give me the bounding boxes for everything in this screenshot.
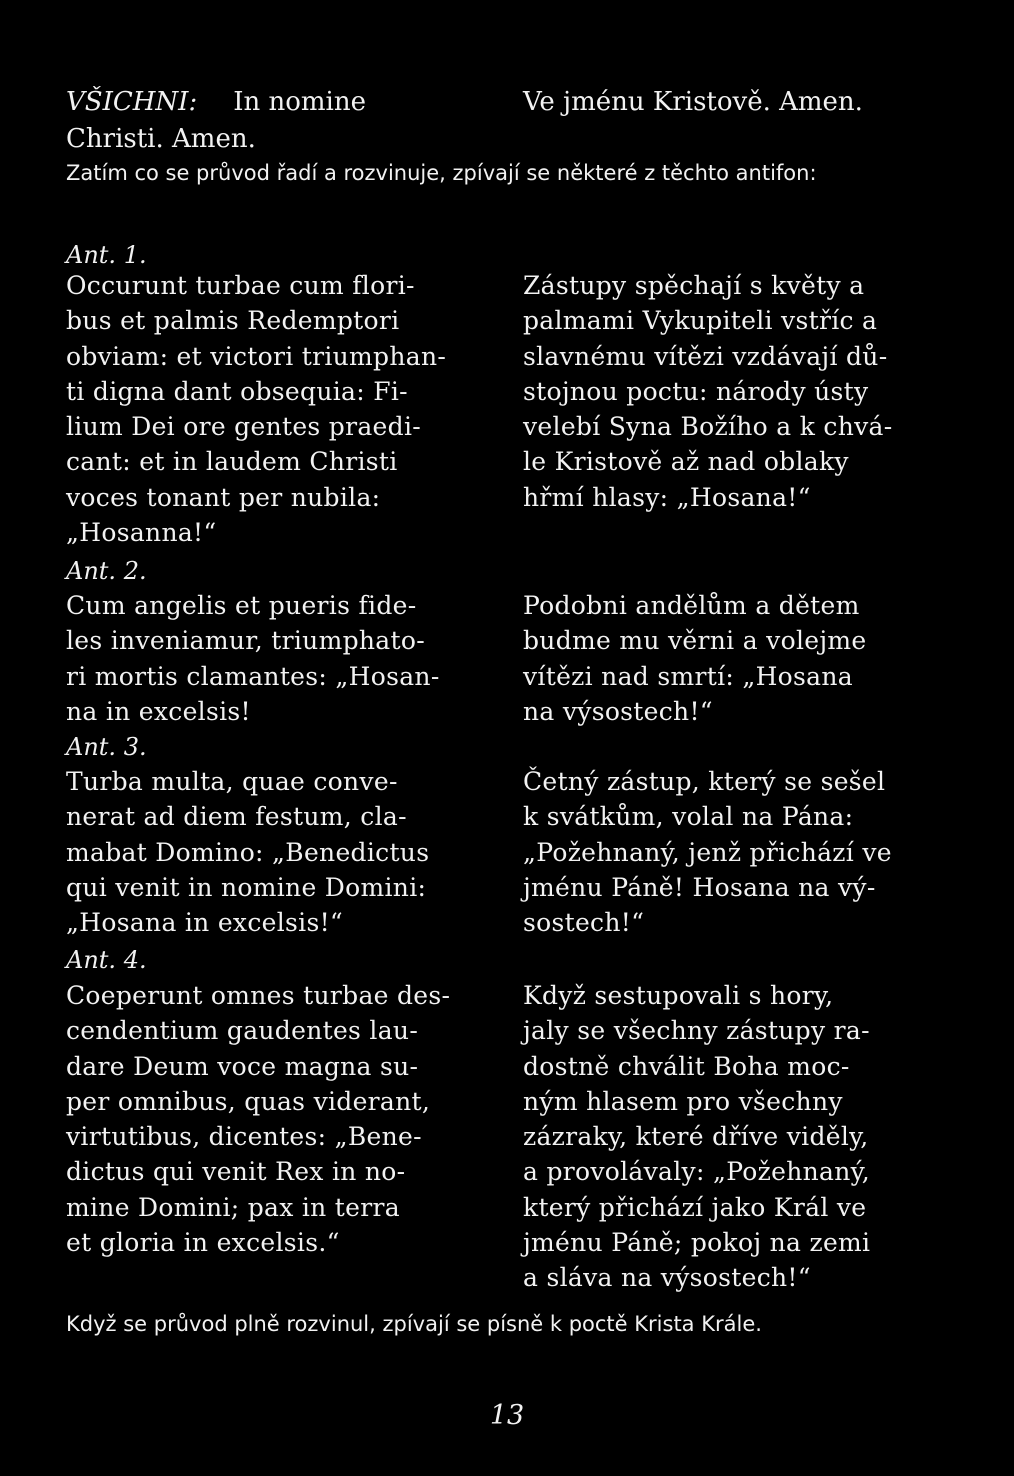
antiphon-1-czech-line: stojnou poctu: národy ústy: [523, 376, 869, 406]
antiphon-1-latin-line: voces tonant per nubila:: [66, 482, 381, 512]
antiphon-2-latin-line: na in excelsis!: [66, 696, 251, 726]
antiphon-4-czech-line: jménu Páně; pokoj na zemi: [523, 1228, 871, 1258]
antiphon-4-czech-line: a provolávaly: „Požehnaný,: [523, 1157, 870, 1187]
rubric-bottom: Když se průvod plně rozvinul, zpívají se písně k poctě Krista Krále.: [66, 1312, 762, 1336]
antiphon-2-czech-line: na výsostech!“: [523, 696, 713, 726]
antiphon-4-latin: [66, 978, 499, 1260]
antiphon-1-czech-line: slavnému vítězi vzdávají dů-: [523, 341, 888, 371]
antiphon-1-latin-line: cant: et in laudem Christi: [66, 447, 398, 477]
antiphon-3-latin-line: „Hosana in excelsis!“: [66, 908, 344, 938]
antiphon-1-latin-line: lium Dei ore gentes praedi-: [66, 412, 421, 442]
antiphon-1-latin: [66, 268, 499, 550]
antiphon-1-czech-line: Zástupy spěchají s květy a: [523, 271, 865, 300]
antiphon-2-czech-line: Podobni andělům a dětem: [523, 591, 860, 620]
antiphon-3-czech: [523, 764, 956, 940]
antiphon-1-latin-line: ti digna dant obsequia: Fi-: [66, 376, 408, 406]
antiphon-4-czech-line: ným hlasem pro všechny: [523, 1086, 843, 1116]
antiphon-3-latin-line: mabat Domino: „Benedictus: [66, 837, 430, 867]
antiphon-4-latin-line: cendentium gaudentes lau-: [66, 1016, 419, 1046]
antiphon-1-latin-line: Occurunt turbae cum flori-: [66, 271, 415, 300]
antiphon-1-label: Ant. 1.: [66, 241, 147, 269]
antiphon-2-latin-line: ri mortis clamantes: „Hosan-: [66, 661, 440, 691]
antiphon-1-latin-line: bus et palmis Redemptori: [66, 306, 400, 336]
antiphon-4-latin-line: dictus qui venit Rex in no-: [66, 1157, 406, 1187]
antiphon-3-czech-line: jménu Páně! Hosana na vý-: [523, 872, 876, 902]
antiphon-4-czech-line: a sláva na výsostech!“: [523, 1263, 811, 1293]
page-number: 13: [489, 1400, 525, 1431]
antiphon-3-czech-line: Četný zástup, který se sešel: [523, 767, 886, 796]
antiphon-4-czech-line: dostně chválit Boha moc-: [523, 1051, 850, 1081]
antiphon-4-label: Ant. 4.: [66, 946, 147, 974]
antiphon-4-latin-line: et gloria in excelsis.“: [66, 1228, 340, 1258]
antiphon-1-czech-line: palmami Vykupiteli vstříc a: [523, 306, 878, 336]
header-latin-line-1: In nomine: [233, 87, 366, 117]
antiphon-4-latin-line: Coeperunt omnes turbae des-: [66, 981, 451, 1010]
antiphon-3-latin: [66, 764, 499, 940]
antiphon-4-latin-line: virtutibus, dicentes: „Bene-: [66, 1122, 422, 1152]
antiphon-4-czech-line: zázraky, které dříve viděly,: [523, 1122, 869, 1152]
antiphon-2-czech: [523, 588, 956, 729]
antiphon-4-czech-line: Když sestupovali s hory,: [523, 981, 834, 1010]
antiphon-4-latin-line: dare Deum voce magna su-: [66, 1051, 419, 1081]
antiphon-4-czech: [523, 978, 956, 1296]
antiphon-2-latin: [66, 588, 499, 729]
antiphon-3-czech-line: k svátkům, volal na Pána:: [523, 802, 854, 832]
antiphon-1-latin-line: obviam: et victori triumphan-: [66, 341, 447, 371]
header-czech: Ve jménu Kristově. Amen.: [523, 87, 863, 117]
antiphon-3-latin-line: nerat ad diem festum, cla-: [66, 802, 407, 832]
antiphon-2-label: Ant. 2.: [66, 557, 147, 585]
header-latin: [66, 84, 501, 158]
antiphon-1-czech: [523, 268, 956, 515]
rubric-top: Zatím co se průvod řadí a rozvinuje, zpívají se některé z těchto antifon:: [66, 161, 817, 185]
antiphon-3-czech-line: sostech!“: [523, 908, 645, 938]
antiphon-3-czech-line: „Požehnaný, jenž přichází ve: [523, 837, 892, 867]
antiphon-4-czech-line: který přichází jako Král ve: [523, 1192, 867, 1222]
antiphon-2-latin-line: les inveniamur, triumphato-: [66, 626, 425, 656]
header-latin-line-2: Christi. Amen.: [66, 124, 256, 154]
antiphon-4-latin-line: per omnibus, quas viderant,: [66, 1086, 431, 1116]
speaker-label: VŠICHNI:: [66, 87, 198, 117]
antiphon-3-label: Ant. 3.: [66, 733, 147, 761]
antiphon-4-latin-line: mine Domini; pax in terra: [66, 1192, 400, 1222]
antiphon-2-czech-line: vítězi nad smrtí: „Hosana: [523, 661, 853, 691]
antiphon-2-czech-line: budme mu věrni a volejme: [523, 626, 867, 656]
antiphon-1-czech-line: velebí Syna Božího a k chvá-: [523, 412, 893, 442]
antiphon-2-latin-line: Cum angelis et pueris fide-: [66, 591, 417, 620]
antiphon-1-czech-line: le Kristově až nad oblaky: [523, 447, 849, 477]
antiphon-4-czech-line: jaly se všechny zástupy ra-: [523, 1016, 870, 1046]
antiphon-1-czech-line: hřmí hlasy: „Hosana!“: [523, 482, 811, 512]
antiphon-3-latin-line: Turba multa, quae conve-: [66, 767, 398, 796]
antiphon-3-latin-line: qui venit in nomine Domini:: [66, 872, 427, 902]
antiphon-1-latin-line: „Hosanna!“: [66, 518, 217, 548]
